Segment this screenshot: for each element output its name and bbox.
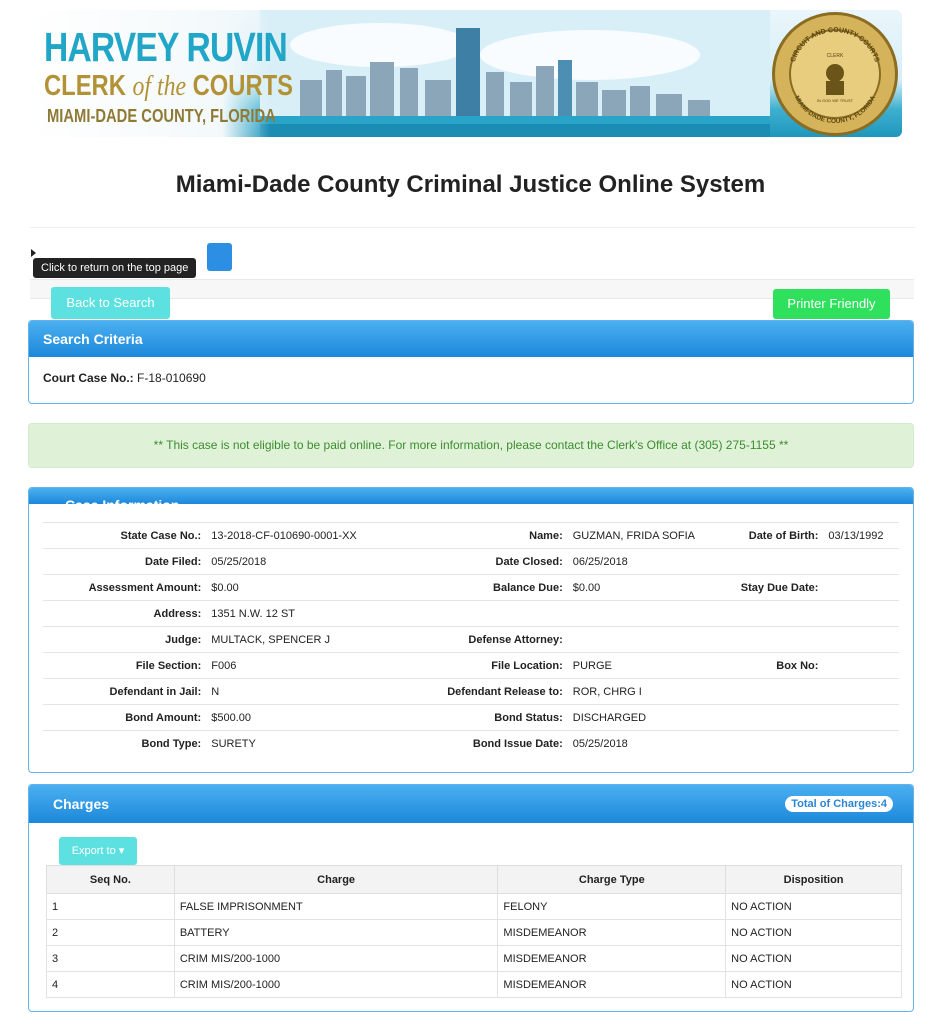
- brand-logo: [30, 10, 294, 137]
- case-info-row: [43, 601, 899, 627]
- case-info-label: Date Filed:: [43, 549, 206, 575]
- case-information-panel: [28, 487, 914, 773]
- table-row: [47, 894, 902, 920]
- brand-name: HARVEY RUVIN: [44, 24, 288, 70]
- case-information-header: [29, 488, 913, 513]
- case-information-table: [43, 522, 899, 756]
- column-header[interactable]: Charge: [174, 866, 498, 894]
- page-title: Miami-Dade County Criminal Justice Online System: [175, 171, 766, 198]
- table-cell: 1: [47, 894, 175, 920]
- case-info-row: [43, 679, 899, 705]
- caret-right-icon: [31, 249, 36, 257]
- case-info-value: [823, 601, 899, 627]
- header-banner: [30, 10, 902, 137]
- case-info-value: [568, 601, 700, 627]
- case-info-value: 05/25/2018: [206, 549, 423, 575]
- case-info-label: Address:: [43, 601, 206, 627]
- case-info-value: [823, 575, 899, 601]
- case-info-value: ROR, CHRG I: [568, 679, 700, 705]
- case-info-value: $0.00: [206, 575, 423, 601]
- case-info-value: DISCHARGED: [568, 705, 700, 731]
- case-info-label: Assessment Amount:: [43, 575, 206, 601]
- charges-table: [46, 865, 902, 998]
- case-info-value: 03/13/1992: [823, 523, 899, 549]
- case-info-value: 13-2018-CF-010690-0001-XX: [206, 523, 423, 549]
- search-criteria-title: Search Criteria: [29, 321, 913, 357]
- table-cell: FALSE IMPRISONMENT: [174, 894, 498, 920]
- case-info-label: [700, 731, 823, 757]
- case-info-label: Bond Status:: [424, 705, 568, 731]
- svg-text:MIAMI-DADE COUNTY, FLORIDA: MIAMI-DADE COUNTY, FLORIDA: [792, 94, 877, 126]
- brand-location: MIAMI-DADE COUNTY, FLORIDA: [47, 106, 276, 126]
- charges-header-row: [47, 866, 902, 894]
- table-cell: 3: [47, 946, 175, 972]
- table-cell: 2: [47, 920, 175, 946]
- case-info-row: [43, 731, 899, 757]
- case-info-label: Bond Type:: [43, 731, 206, 757]
- case-info-label: Name:: [424, 523, 568, 549]
- charges-header: [29, 785, 913, 823]
- charges-panel: [28, 784, 914, 1012]
- case-info-value: [823, 731, 899, 757]
- case-info-value: 06/25/2018: [568, 549, 700, 575]
- column-header[interactable]: Charge Type: [498, 866, 726, 894]
- court-seal-icon: [772, 12, 898, 136]
- back-to-top-button[interactable]: [207, 243, 232, 271]
- case-info-label: Defendant in Jail:: [43, 679, 206, 705]
- case-info-value: [568, 627, 700, 653]
- total-charges-badge: Total of Charges:4: [785, 796, 893, 812]
- table-row: [47, 972, 902, 998]
- case-info-value: 05/25/2018: [568, 731, 700, 757]
- case-info-value: MULTACK, SPENCER J: [206, 627, 423, 653]
- court-case-number: [29, 357, 913, 399]
- case-info-label: Box No:: [700, 653, 823, 679]
- export-dropdown-button[interactable]: [59, 837, 137, 865]
- case-info-row: [43, 627, 899, 653]
- skyline-image: [260, 10, 770, 137]
- case-info-label: Judge:: [43, 627, 206, 653]
- case-info-value: 1351 N.W. 12 ST: [206, 601, 423, 627]
- case-info-value: [823, 705, 899, 731]
- charges-title: Charges: [53, 796, 110, 812]
- table-cell: NO ACTION: [726, 920, 902, 946]
- case-info-label: Date Closed:: [424, 549, 568, 575]
- case-info-label: Defendant Release to:: [424, 679, 568, 705]
- case-info-row: [43, 575, 899, 601]
- table-row: [47, 946, 902, 972]
- case-info-row: [43, 705, 899, 731]
- case-info-label: [424, 601, 568, 627]
- table-cell: FELONY: [498, 894, 726, 920]
- case-info-label: [700, 679, 823, 705]
- table-cell: MISDEMEANOR: [498, 972, 726, 998]
- table-row: [47, 920, 902, 946]
- case-information-title: Case Information: [65, 497, 180, 513]
- case-info-value: [823, 549, 899, 575]
- court-case-value: F-18-010690: [137, 371, 206, 385]
- svg-text:CLERK: CLERK: [826, 53, 844, 59]
- table-cell: NO ACTION: [726, 972, 902, 998]
- case-info-label: Balance Due:: [424, 575, 568, 601]
- payment-notice: ** This case is not eligible to be paid online. For more information, please contact the Clerk's Office at (305) 275-1155 **: [28, 423, 914, 468]
- top-page-tooltip: Click to return on the top page: [33, 258, 196, 278]
- export-label: Export to: [71, 845, 116, 857]
- case-info-label: Stay Due Date:: [700, 575, 823, 601]
- case-info-value: [823, 653, 899, 679]
- back-to-search-button[interactable]: Back to Search: [51, 287, 170, 319]
- case-info-label: Bond Amount:: [43, 705, 206, 731]
- case-info-value: F006: [206, 653, 423, 679]
- table-cell: MISDEMEANOR: [498, 920, 726, 946]
- table-cell: CRIM MIS/200-1000: [174, 972, 498, 998]
- case-info-label: Date of Birth:: [700, 523, 823, 549]
- brand-subtitle: CLERK of the COURTS: [44, 70, 294, 102]
- case-info-value: [823, 679, 899, 705]
- case-info-label: [700, 601, 823, 627]
- case-info-row: [43, 653, 899, 679]
- table-cell: 4: [47, 972, 175, 998]
- case-info-label: [700, 549, 823, 575]
- column-header[interactable]: Seq No.: [47, 866, 175, 894]
- case-info-row: [43, 549, 899, 575]
- title-divider: [30, 227, 916, 228]
- table-cell: NO ACTION: [726, 894, 902, 920]
- printer-friendly-button[interactable]: Printer Friendly: [773, 289, 890, 319]
- case-info-value: $0.00: [568, 575, 700, 601]
- case-info-value: $500.00: [206, 705, 423, 731]
- table-cell: BATTERY: [174, 920, 498, 946]
- case-info-label: State Case No.:: [43, 523, 206, 549]
- case-info-row: [43, 523, 899, 549]
- search-criteria-panel: [28, 320, 914, 404]
- case-info-label: File Location:: [424, 653, 568, 679]
- case-info-label: Defense Attorney:: [424, 627, 568, 653]
- case-info-value: PURGE: [568, 653, 700, 679]
- table-cell: CRIM MIS/200-1000: [174, 946, 498, 972]
- table-cell: MISDEMEANOR: [498, 946, 726, 972]
- svg-text:CIRCUIT AND COUNTY COURTS: CIRCUIT AND COUNTY COURTS: [789, 26, 881, 64]
- court-case-label: Court Case No.:: [43, 371, 134, 385]
- table-cell: NO ACTION: [726, 946, 902, 972]
- caret-down-icon: ▾: [118, 845, 125, 857]
- case-info-label: [700, 627, 823, 653]
- case-info-value: N: [206, 679, 423, 705]
- case-info-value: [823, 627, 899, 653]
- case-info-label: [700, 705, 823, 731]
- case-info-value: GUZMAN, FRIDA SOFIA: [568, 523, 700, 549]
- column-header[interactable]: Disposition: [726, 866, 902, 894]
- case-info-label: File Section:: [43, 653, 206, 679]
- svg-text:IN GOD WE TRUST: IN GOD WE TRUST: [816, 98, 854, 103]
- case-info-value: SURETY: [206, 731, 423, 757]
- case-info-label: Bond Issue Date:: [424, 731, 568, 757]
